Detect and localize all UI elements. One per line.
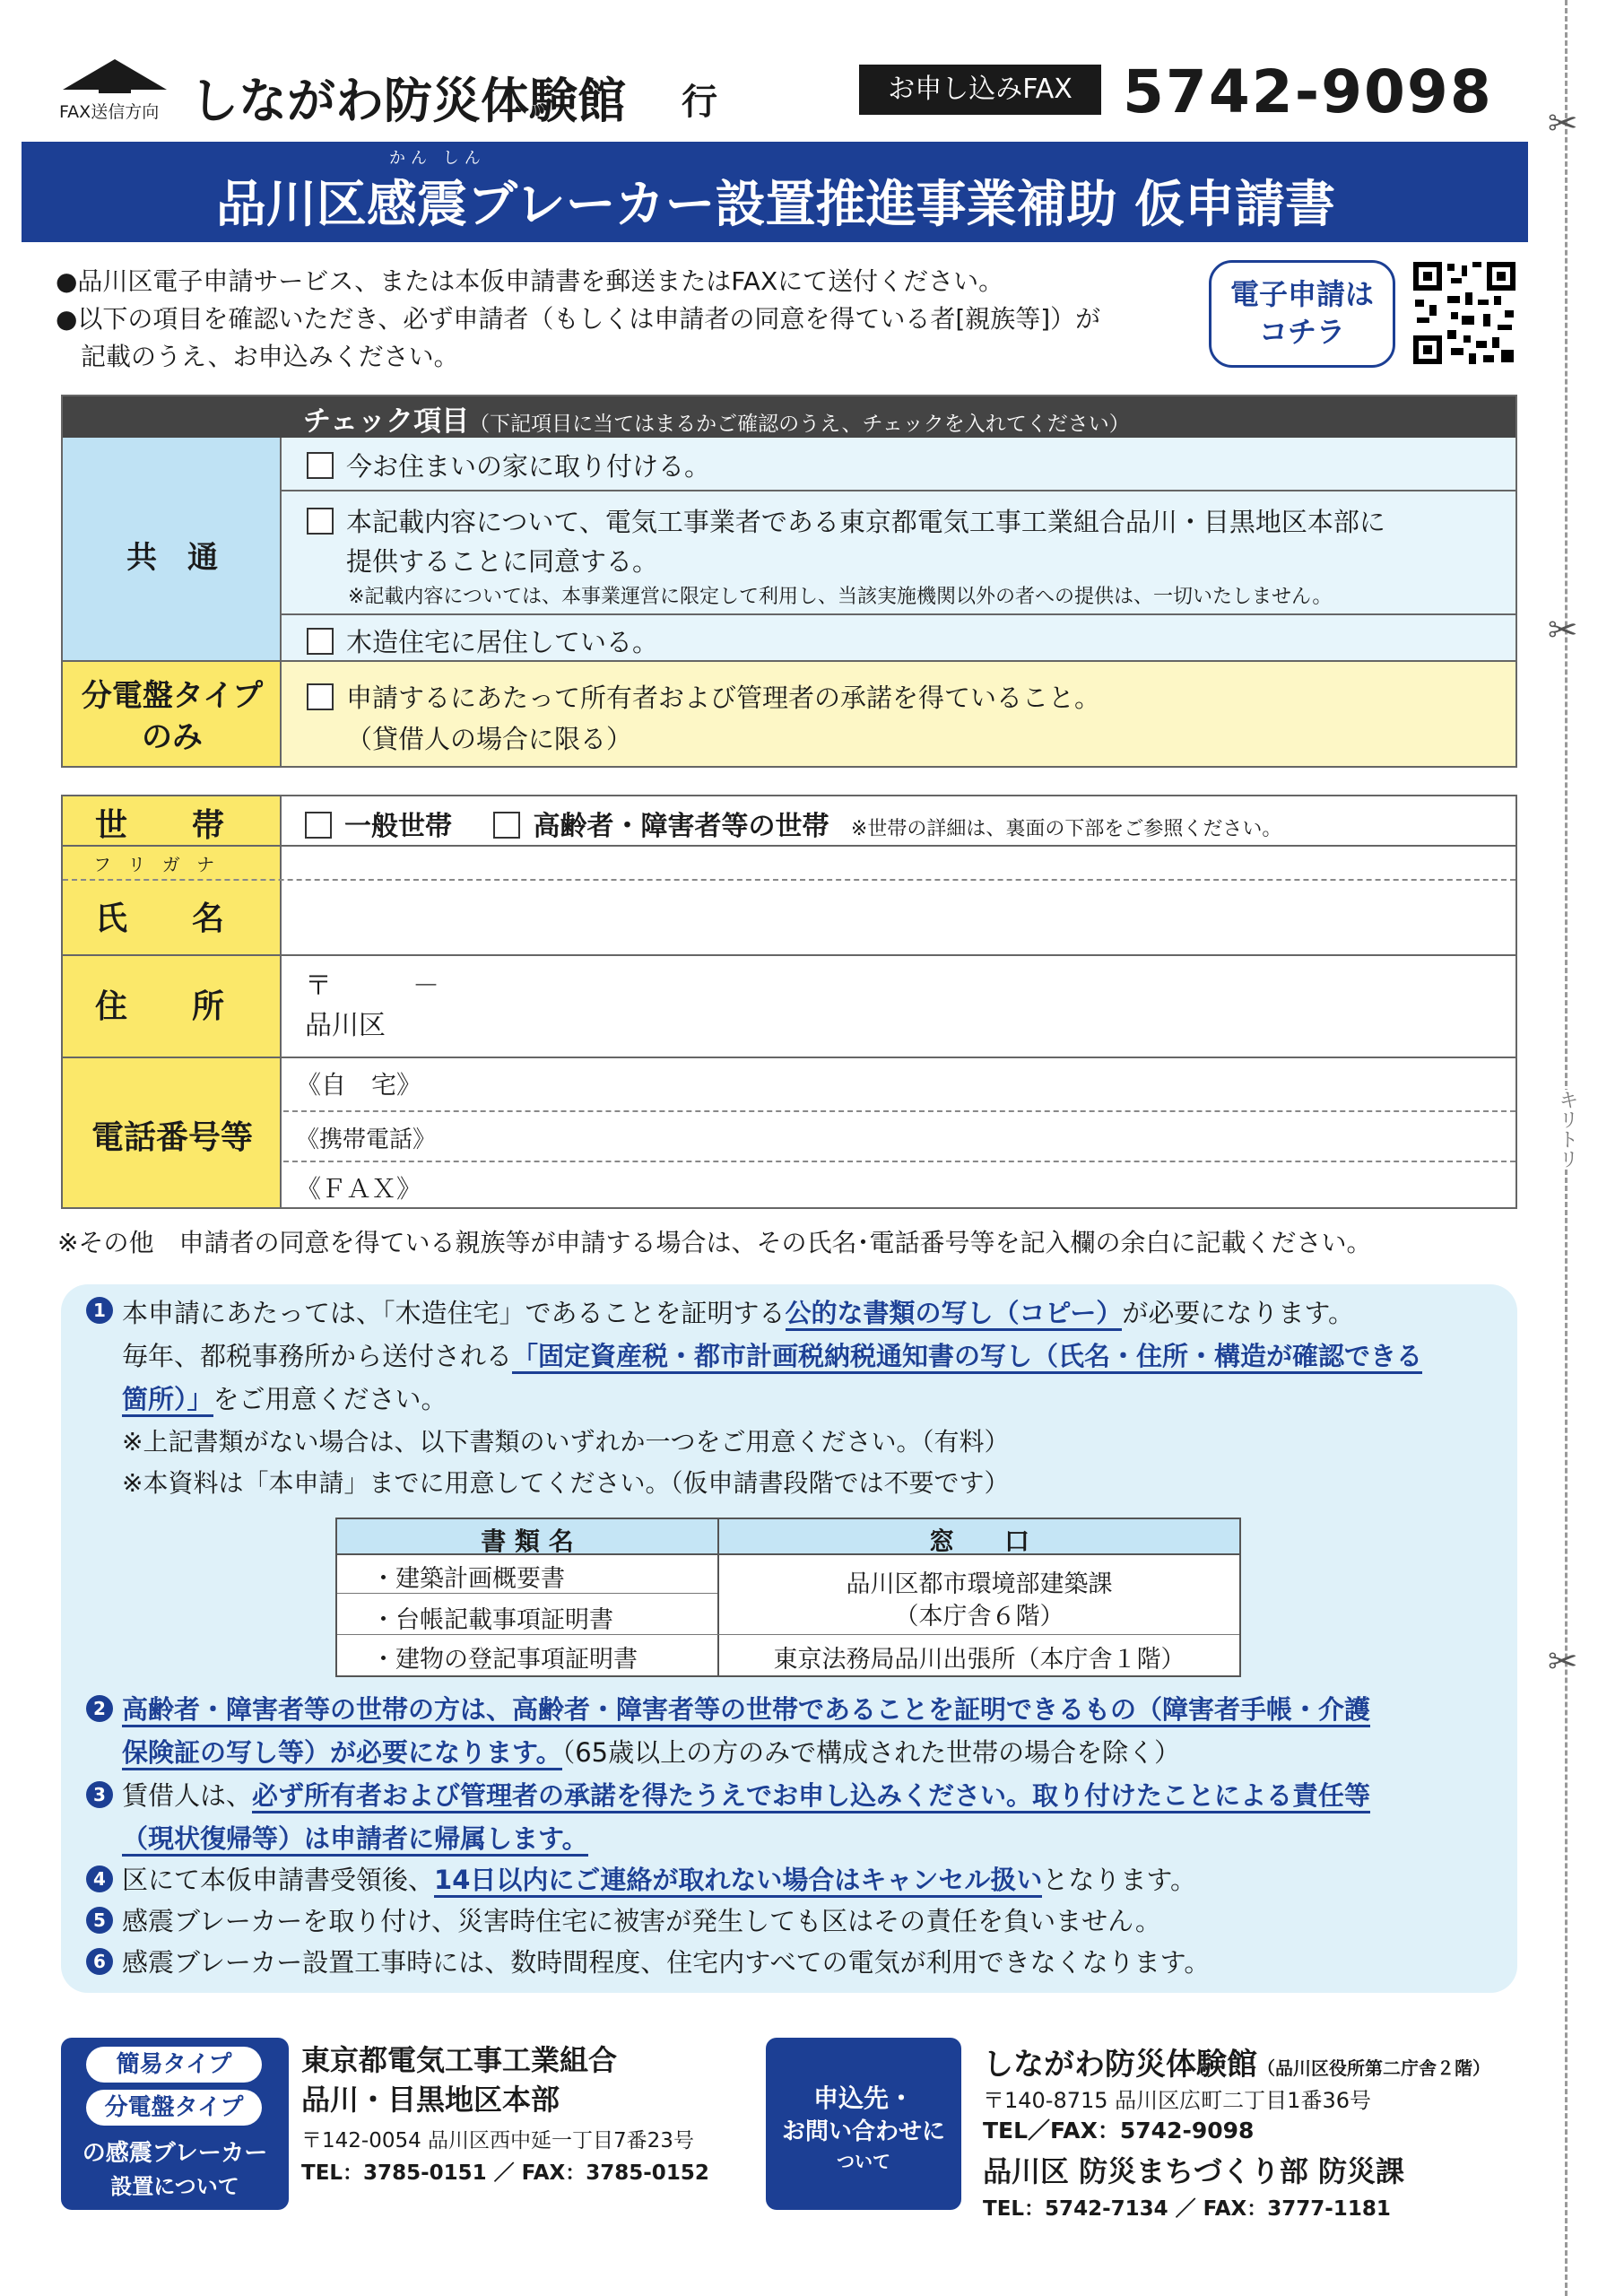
check-header-note: （下記項目に当てはまるかご確認のうえ、チェックを入れてください） — [469, 413, 1130, 436]
check-item-4-label: 申請するにあたって所有者および管理者の承諾を得ていること。 — [346, 683, 1101, 713]
e-apply-bubble[interactable] — [1209, 260, 1395, 368]
fax-direction-label: FAX送信方向 — [59, 102, 160, 122]
phone-label: 電話番号等 — [91, 1119, 253, 1156]
note-4-marker: 4 — [86, 1866, 113, 1892]
note-6-marker: 6 — [86, 1948, 113, 1975]
ward-label: 品川区 — [305, 1010, 386, 1041]
note-3-emphasis: 必ず所有者および管理者の承諾を得たうえでお申し込みください。取り付けたことによる責任等 — [252, 1780, 1370, 1813]
check-item-2-label-2: 提供することに同意する。 — [346, 546, 659, 577]
furigana-input[interactable] — [283, 847, 1515, 879]
doc-row-2: ・台帳記載事項証明書 — [371, 1606, 613, 1634]
doc-row-3: ・建物の登記事項証明書 — [371, 1646, 638, 1674]
option-elderly-label: 高齢者・障害者等の世帯 — [533, 811, 829, 842]
name-label: 氏 名 — [95, 900, 225, 937]
note-5-text: 感震ブレーカーを取り付け、災害時住宅に被害が発生しても区はその責任を負いません。 — [122, 1906, 1161, 1936]
option-elderly[interactable] — [493, 811, 829, 842]
common-label: 共 通 — [126, 540, 218, 576]
dept-tel: TEL：5742-7134 ／ FAX：3777-1181 — [983, 2197, 1391, 2221]
household-note: ※世帯の詳細は、裏面の下部をご参照ください。 — [850, 818, 1282, 840]
union-name-1: 東京都電気工事工業組合 — [301, 2043, 618, 2077]
furigana-label: フ リ ガ ナ — [93, 854, 221, 875]
note-1-text-g: をご用意ください。 — [213, 1384, 447, 1414]
panel-label-1: 分電盤タイプ — [81, 678, 264, 714]
note-1-marker: 1 — [86, 1297, 113, 1324]
qr-code-icon[interactable] — [1411, 260, 1517, 366]
check-item-1[interactable] — [307, 447, 710, 483]
checkbox[interactable] — [307, 508, 334, 535]
intro-line-1: ●品川区電子申請サービス、または本仮申請書を郵送またはFAXにて送付ください。 — [56, 266, 1004, 296]
note-1-emphasis-3: 箇所）」 — [122, 1384, 213, 1417]
fax-badge: お申し込みFAX — [859, 65, 1101, 115]
check-item-4-label-2: （貸借人の場合に限る） — [346, 724, 633, 754]
note-3-text: 賃借人は、 — [122, 1780, 253, 1811]
cut-label: キリトリ — [1554, 1090, 1581, 1169]
title-ruby: かん しん — [389, 149, 486, 168]
note-4-text-c: となります。 — [1042, 1865, 1197, 1895]
org-name: しながわ防災体験館 — [190, 73, 626, 129]
note-1-text-a: 本申請にあたっては、「木造住宅」であることを証明する — [122, 1298, 786, 1328]
center-name: しながわ防災体験館 — [983, 2047, 1257, 2083]
office-row-1a: 品川区都市環境部建築課 — [846, 1570, 1113, 1598]
office-row-2: 東京法務局品川出張所（本庁舎１階） — [773, 1646, 1185, 1674]
check-item-2[interactable] — [307, 502, 1385, 539]
applicant-form — [61, 795, 1517, 1209]
office-row-1b: （本庁舎６階） — [894, 1603, 1064, 1631]
address-input[interactable] — [283, 956, 1515, 1057]
note-6-text: 感震ブレーカー設置工事時には、数時間程度、住宅内すべての電気が利用できなくなります。 — [122, 1947, 1211, 1978]
checkbox[interactable] — [493, 812, 520, 839]
panel-label-2: のみ — [142, 719, 203, 755]
note-1-text-c: が必要になります。 — [1122, 1298, 1355, 1328]
doc-row-1: ・建築計画概要書 — [371, 1565, 565, 1593]
check-item-4[interactable] — [307, 678, 1100, 715]
home-phone-label: 《自 宅》 — [296, 1070, 422, 1100]
e-apply-label-1: 電子申請は — [1229, 277, 1374, 311]
scissors-icon: ✂ — [1548, 103, 1578, 144]
page-title: 品川区感震ブレーカー設置推進事業補助 仮申請書 — [215, 176, 1336, 234]
intro-line-2: ●以下の項目を確認いただき、必ず申請者（もしくは申請者の同意を得ている者[親族等]）が — [56, 304, 1101, 334]
tag-about: 設置について — [110, 2174, 239, 2199]
fax-number: 5742-9098 — [1123, 57, 1493, 126]
union-address: 〒142-0054 品川区西中延一丁目7番23号 — [301, 2129, 694, 2152]
union-tel: TEL：3785-0151 ／ FAX：3785-0152 — [301, 2161, 709, 2185]
e-apply-label-2: コチラ — [1258, 315, 1345, 349]
note-1-emphasis-2: 「固定資産税・都市計画税納税通知書の写し（氏名・住所・構造が確認できる — [512, 1341, 1422, 1374]
scissors-icon: ✂ — [1548, 1641, 1578, 1683]
check-item-3-label: 木造住宅に居住している。 — [346, 627, 659, 657]
center-tel: TEL／FAX：5742-9098 — [983, 2118, 1255, 2144]
note-5-marker: 5 — [86, 1907, 113, 1934]
check-item-2-label: 本記載内容について、電気工事業者である東京都電気工事工業組合品川・目黒地区本部に — [346, 507, 1385, 537]
note-1-sub-1: ※上記書類がない場合は、以下書類のいずれか一つをご用意ください。（有料） — [122, 1427, 1010, 1457]
checkbox[interactable] — [307, 628, 334, 655]
documents-table — [335, 1518, 1241, 1677]
fax-input[interactable] — [283, 1162, 1515, 1207]
intro-line-3: 記載のうえ、お申込みください。 — [81, 342, 459, 371]
org-suffix: 行 — [682, 82, 717, 123]
option-general-label: 一般世帯 — [344, 811, 452, 842]
note-2-emphasis: 高齢者・障害者等の世帯の方は、高齢者・障害者等の世帯であることを証明できるもの（障害者手帳・介護 — [122, 1694, 1370, 1727]
fax-direction-icon — [61, 57, 169, 93]
note-1-sub-2: ※本資料は「本申請」までに用意してください。（仮申請書段階では不要です） — [122, 1468, 1010, 1498]
table-head-doc: 書 類 名 — [481, 1526, 574, 1556]
note-1-text-d: 毎年、都税事務所から送付される — [122, 1341, 513, 1371]
postal-mark: 〒 － — [305, 970, 439, 1002]
other-note: ※その他 申請者の同意を得ている親族等が申請する場合は、その氏名･電話番号等を記入欄の余白に記載ください。 — [57, 1228, 1372, 1257]
center-address: 〒140-8715 品川区広町二丁目1番36号 — [983, 2088, 1371, 2113]
table-head-office: 窓 口 — [928, 1526, 1029, 1556]
contact-label-1: 申込先・ — [812, 2083, 914, 2113]
note-2-marker: 2 — [86, 1695, 113, 1722]
note-4-text-a: 区にて本仮申請書受領後、 — [122, 1865, 435, 1895]
contact-label-3: ついて — [837, 2151, 890, 2172]
note-3-emphasis-2: （現状復帰等）は申請者に帰属します。 — [122, 1823, 588, 1857]
dept-name: 品川区 防災まちづくり部 防災課 — [983, 2154, 1404, 2188]
name-input[interactable] — [283, 881, 1515, 954]
home-phone-input[interactable] — [283, 1058, 1515, 1110]
tag-simple: 簡易タイプ — [86, 2047, 262, 2083]
check-item-2-note: ※記載内容については、本事業運営に限定して利用し、当該実施機関以外の者への提供は、一切いたしません。 — [348, 586, 1333, 608]
mobile-phone-label: 《携帯電話》 — [296, 1126, 437, 1153]
union-name-2: 品川・目黒地区本部 — [301, 2083, 560, 2117]
checkbox[interactable] — [305, 812, 332, 839]
note-2-emphasis-2: 保険証の写し等）が必要になります。 — [122, 1737, 562, 1770]
contact-label-2: お問い合わせに — [781, 2118, 945, 2145]
note-4-emphasis: 14日以内にご連絡が取れない場合はキャンセル扱い — [434, 1865, 1042, 1898]
household-label: 世 帯 — [95, 807, 225, 844]
tag-breaker: の感震ブレーカー — [82, 2140, 268, 2167]
check-item-3[interactable] — [307, 622, 658, 659]
scissors-icon: ✂ — [1548, 610, 1578, 651]
check-header-title: チェック項目 — [303, 405, 470, 438]
address-label: 住 所 — [95, 988, 225, 1025]
mobile-phone-input[interactable] — [283, 1112, 1515, 1161]
note-3-marker: 3 — [86, 1781, 113, 1808]
fax-label: 《ＦＡＸ》 — [296, 1174, 422, 1204]
tag-panel: 分電盤タイプ — [86, 2090, 262, 2126]
option-general[interactable] — [305, 811, 452, 842]
check-table — [61, 395, 1517, 768]
center-place: （品川区役所第二庁舎２階） — [1257, 2057, 1490, 2079]
note-2-text: （65歳以上の方のみで構成された世帯の場合を除く） — [561, 1737, 1181, 1768]
note-1-emphasis: 公的な書類の写し（コピー） — [786, 1298, 1123, 1331]
checkbox[interactable] — [307, 452, 334, 479]
check-item-1-label: 今お住まいの家に取り付ける。 — [346, 451, 711, 482]
checkbox[interactable] — [307, 683, 334, 710]
